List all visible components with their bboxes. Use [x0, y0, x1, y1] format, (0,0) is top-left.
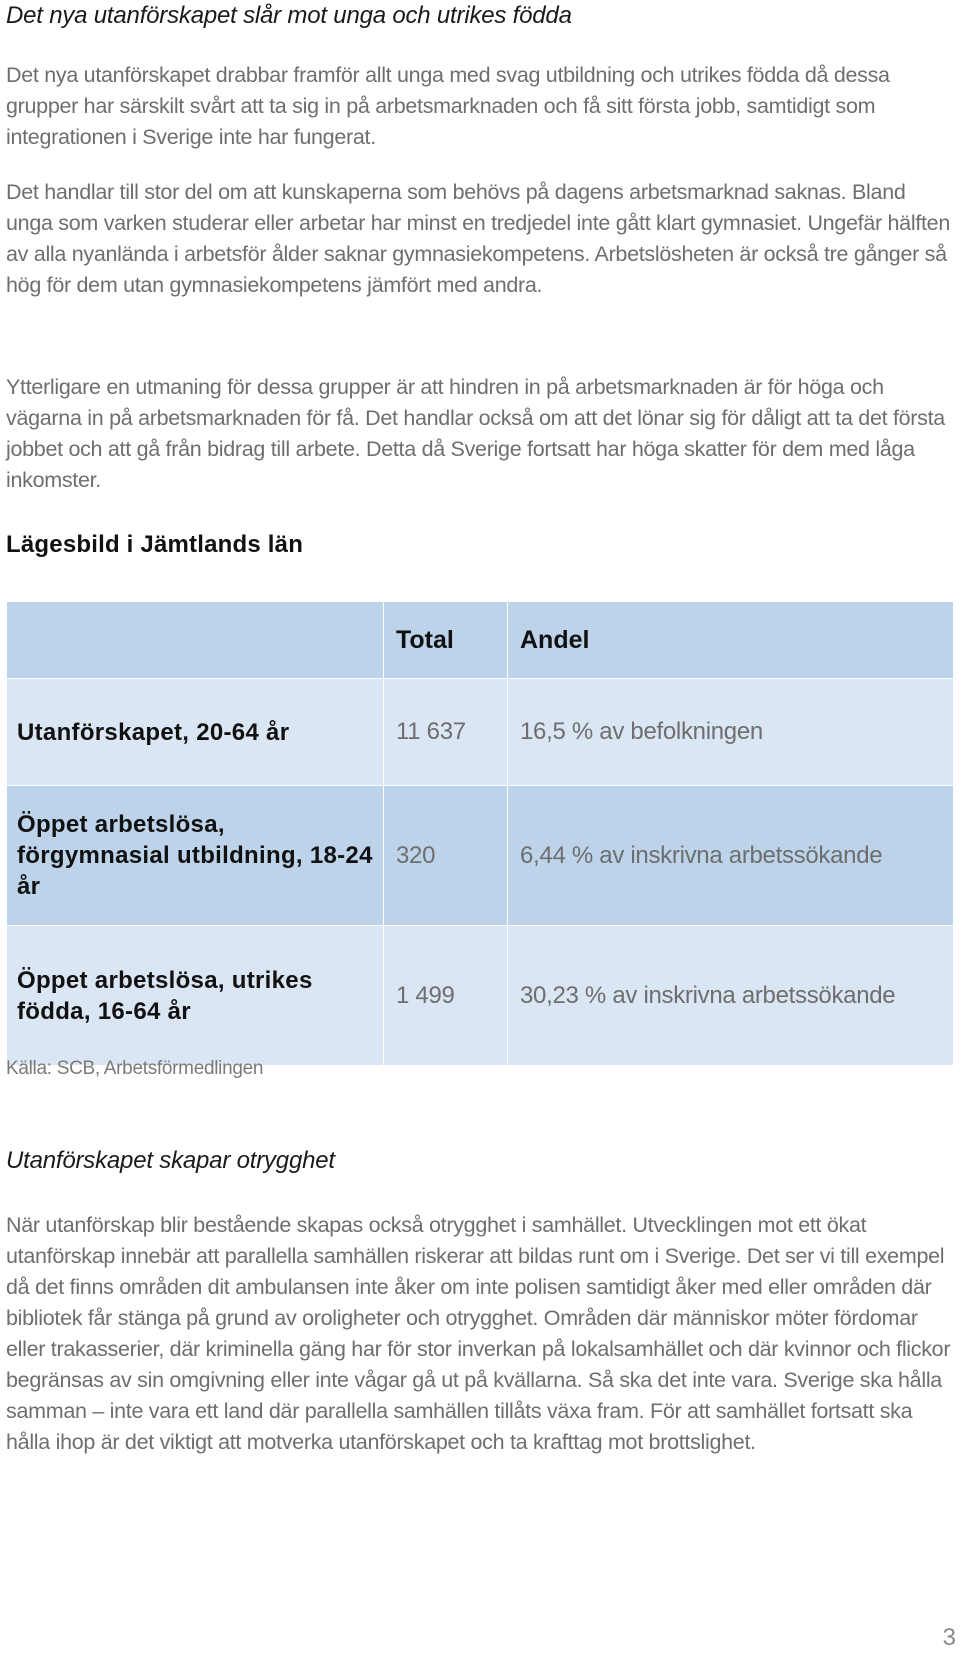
page-number: 3 [942, 1624, 956, 1651]
section-heading-unga: Det nya utanförskapet slår mot unga och utrikes födda [6, 2, 572, 29]
table-header-row [7, 602, 954, 679]
row-label: Öppet arbetslösa, utrikes födda, 16-64 år [7, 926, 384, 1066]
row-andel: 6,44 % av inskrivna arbetssökande [508, 786, 954, 926]
lagesbild-heading: Lägesbild i Jämtlands län [6, 531, 304, 558]
row-andel: 30,23 % av inskrivna arbetssökande [508, 926, 954, 1066]
stats-table [6, 601, 954, 1066]
paragraph: Det nya utanförskapet drabbar framför allt unga med svag utbildning och utrikes födda då dessa grupper har särskilt svårt att ta sig in på arbetsmarknaden och få sitt första jobb, samtidigt som integrationen i Sverige inte har fungerat. [6, 63, 890, 149]
table-row [7, 679, 954, 786]
table-header-cell [7, 602, 384, 679]
table-header-andel: Andel [508, 602, 954, 679]
row-label: Öppet arbetslösa, förgymnasial utbildning, 18-24 år [7, 786, 384, 926]
row-total: 1 499 [384, 926, 508, 1066]
paragraph: När utanförskap blir bestående skapas också otrygghet i samhället. Utvecklingen mot ett ökat utanförskap innebär att parallella samhällen riskerar att bildas runt om i Sverige. Det ser vi till exempel då det finns områden dit ambulansen inte åker om inte polisen samtidigt åker med eller områden där bibliotek får stänga på grund av oroligheter och otrygghet. Områden där människor möter fördomar eller trakasserier, där kriminella gäng har för stor inverkan på lokalsamhället och där kvinnor och flickor begränsas av sin omgivning eller inte vågar gå ut på kvällarna. Så ska det inte vara. Sverige ska hålla samman – inte vara ett land där parallella samhällen tillåts växa fram. För att samhället fortsatt ska hålla ihop är det viktigt att motverka utanförskapet och ta krafttag mot brottslighet. [6, 1213, 951, 1454]
table-source: Källa: SCB, Arbetsförmedlingen [6, 1058, 264, 1079]
row-total: 11 637 [384, 679, 508, 786]
table-row [7, 926, 954, 1066]
paragraph: Ytterligare en utmaning för dessa grupper är att hindren in på arbetsmarknaden är för höga och vägarna in på arbetsmarknaden för få. Det handlar också om att det lönar sig för dåligt att ta det första jobbet och att gå från bidrag till arbete. Detta då Sverige fortsatt har höga skatter för dem med låga inkomster. [6, 375, 945, 492]
row-total: 320 [384, 786, 508, 926]
paragraph: Det handlar till stor del om att kunskaperna som behövs på dagens arbetsmarknad saknas. Bland unga som varken studerar eller arbetar har minst en tredjedel inte gått klart gymnasiet. Ungefär hälften av alla nyanlända i arbetsför ålder saknar gymnasiekompetens. Arbetslösheten är också tre gånger så hög för dem utan gymnasiekompetens jämfört med andra. [6, 180, 950, 297]
table-header-total: Total [384, 602, 508, 679]
row-label: Utanförskapet, 20-64 år [7, 679, 384, 786]
section-heading-otrygghet: Utanförskapet skapar otrygghet [6, 1147, 335, 1174]
row-andel: 16,5 % av befolkningen [508, 679, 954, 786]
table-row [7, 786, 954, 926]
